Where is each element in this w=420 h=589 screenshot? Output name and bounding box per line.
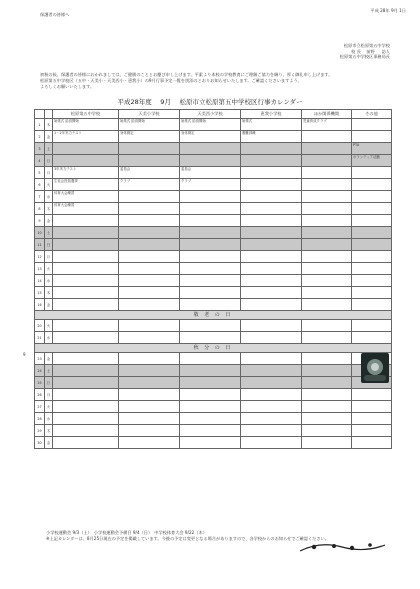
day-number: 9 [35,215,45,227]
weekday: 水 [45,332,53,344]
weekday: 月 [45,167,53,179]
day-number: 16 [35,299,45,311]
event-cell [119,437,180,449]
column-header: 天美小学校 [119,110,180,119]
table-row [35,377,392,389]
event-cell [352,215,392,227]
table-row [35,365,392,377]
event-cell [53,251,119,263]
event-cell [302,299,352,311]
event-cell [302,251,352,263]
table-row [35,263,392,275]
table-row [35,299,392,311]
day-number: 4 [35,155,45,167]
greeting: 保護者の皆様へ [40,12,70,17]
table-row [35,332,392,344]
day-number: 21 [35,332,45,344]
table-row [35,425,392,437]
event-cell [241,320,302,332]
day-number: 11 [35,239,45,251]
event-cell [302,377,352,389]
weekday: 金 [45,215,53,227]
event-cell [180,263,241,275]
day-number: 23 [35,353,45,365]
event-cell [119,275,180,287]
column-header: ほか関係機関 [302,110,352,119]
event-cell [352,263,392,275]
event-cell [241,287,302,299]
letter-body [40,72,380,90]
table-row [35,191,392,203]
event-cell [119,401,180,413]
event-cell [119,239,180,251]
weekday: 火 [45,179,53,191]
table-row [35,167,392,179]
event-cell [119,299,180,311]
event-cell [241,263,302,275]
event-cell [302,287,352,299]
weekday: 金 [45,131,53,143]
table-row [35,143,392,155]
event-cell [302,425,352,437]
event-cell [241,365,302,377]
event-cell [302,167,352,179]
event-cell: PTA [352,143,392,155]
event-cell [119,320,180,332]
event-cell: 避難訓練 [241,131,302,143]
table-row [35,131,392,143]
weekday: 木 [45,287,53,299]
event-cell [302,131,352,143]
event-cell [53,299,119,311]
event-cell [352,437,392,449]
event-cell [241,275,302,287]
table-row [35,353,392,365]
day-number: 13 [35,263,45,275]
event-cell [241,215,302,227]
weekday: 火 [45,263,53,275]
event-cell [180,437,241,449]
event-cell [302,215,352,227]
weekday: 土 [45,143,53,155]
table-row [35,227,392,239]
event-cell [241,143,302,155]
table-row [35,215,392,227]
event-cell: 身体測定 [180,131,241,143]
event-cell [180,251,241,263]
day-number: 7 [35,191,45,203]
event-cell [53,353,119,365]
event-cell [119,155,180,167]
table-row [35,287,392,299]
event-cell [53,227,119,239]
event-cell [302,413,352,425]
event-cell [180,389,241,401]
event-cell [302,437,352,449]
event-cell [352,275,392,287]
day-number: 12 [35,251,45,263]
event-cell [352,203,392,215]
table-row [35,413,392,425]
event-cell [119,365,180,377]
event-cell [119,425,180,437]
event-cell [352,287,392,299]
weekday: 日 [45,155,53,167]
event-cell [180,299,241,311]
event-cell [53,365,119,377]
event-cell [53,287,119,299]
day-number: 29 [35,425,45,437]
event-cell [53,263,119,275]
event-cell: 委員会 [180,167,241,179]
event-cell [180,215,241,227]
event-cell [241,377,302,389]
weekday: 木 [45,203,53,215]
event-cell [302,275,352,287]
holiday-label: 秋 分 の 日 [35,344,392,353]
event-cell [352,332,392,344]
weekday: 日 [45,377,53,389]
event-cell: 体育大会練習 [53,191,119,203]
event-cell [352,299,392,311]
event-cell [119,389,180,401]
weekday: 土 [45,365,53,377]
event-cell [180,203,241,215]
day-number: 26 [35,389,45,401]
table-row [35,179,392,191]
footer-line: 小学校運動会 9/3（土） 小学校運動会予備日 9/4（日） 中学校体育大会 9/22（木） [46,530,207,535]
day-number: 28 [35,413,45,425]
event-cell: 始業式 給食開始 [180,119,241,131]
day-number: 15 [35,287,45,299]
body-line: よろしくお願いいたします。 [40,84,95,89]
event-cell [119,413,180,425]
event-cell: 児童育成クラブ [302,119,352,131]
day-number: 8 [35,203,45,215]
event-cell [180,227,241,239]
event-cell: 委員会 [119,167,180,179]
event-cell [119,332,180,344]
event-cell [241,239,302,251]
event-cell [180,155,241,167]
event-cell [302,263,352,275]
event-cell [241,332,302,344]
column-header [35,110,45,119]
weekday: 水 [45,191,53,203]
event-cell [180,413,241,425]
table-row [35,119,392,131]
event-cell [352,179,392,191]
event-cell [53,437,119,449]
weekday: 土 [45,227,53,239]
weekday: 火 [45,401,53,413]
event-cell [53,413,119,425]
event-cell [302,401,352,413]
event-cell [119,287,180,299]
weekday: 月 [45,251,53,263]
event-cell [241,251,302,263]
event-cell [302,191,352,203]
event-cell [180,320,241,332]
body-line: 初秋の候、保護者の皆様におかれましては、ご健勝のこととお慶び申し上げます。平素より本校の学校教育にご理解ご協力を賜り、厚く御礼申し上げます。 [40,72,333,77]
event-cell [53,425,119,437]
event-cell [180,275,241,287]
event-cell: 始業式 給食開始 [53,119,119,131]
document-date: 平成 28年 9月 1日 [370,8,406,13]
table-header-row [35,110,392,119]
event-cell [302,179,352,191]
event-photo-image [361,353,389,383]
event-cell [180,353,241,365]
event-cell [119,227,180,239]
weekday: 火 [45,320,53,332]
calendar-title: 平成28年度 9月 松原市立松原第五中学校区行事カレンダー [117,98,303,106]
holiday-band-row [35,344,392,353]
event-cell [241,179,302,191]
event-cell [53,215,119,227]
event-cell [302,365,352,377]
table-row [35,155,392,167]
weekday: 金 [45,299,53,311]
event-cell [241,155,302,167]
event-cell: 始業式 [241,119,302,131]
event-cell: クラブ [180,179,241,191]
table-row [35,275,392,287]
event-cell [53,401,119,413]
organization-block [340,43,390,60]
table-row [35,320,392,332]
event-cell [302,320,352,332]
table-row [35,437,392,449]
event-cell [119,203,180,215]
event-cell [352,320,392,332]
day-number: 25 [35,377,45,389]
event-cell [180,143,241,155]
weekday: 日 [45,239,53,251]
weekday: 木 [45,425,53,437]
event-cell [180,365,241,377]
event-cell [119,377,180,389]
day-number: 2 [35,131,45,143]
event-cell [53,155,119,167]
event-calendar-table [34,109,392,449]
weekday: 木 [45,119,53,131]
day-number: 1 [35,119,45,131]
column-header: その他 [352,110,392,119]
day-number: 10 [35,227,45,239]
event-cell [119,251,180,263]
weekday: 金 [45,437,53,449]
event-cell [352,401,392,413]
event-cell: クラブ [119,179,180,191]
event-cell: 生徒会役員選挙 [53,179,119,191]
event-cell [180,332,241,344]
side-mark: 9 [23,352,26,357]
event-cell [241,227,302,239]
day-number: 14 [35,275,45,287]
table-row [35,401,392,413]
leaf-decoration-icon [300,541,385,553]
event-cell [352,239,392,251]
weekday: 月 [45,389,53,401]
event-cell: 3年実力テスト [53,167,119,179]
weekday: 金 [45,353,53,365]
holiday-label: 敬 老 の 日 [35,311,392,320]
event-cell [241,425,302,437]
day-number: 20 [35,320,45,332]
event-cell [119,191,180,203]
event-cell [352,191,392,203]
weekday: 水 [45,275,53,287]
event-cell [241,401,302,413]
event-cell [180,425,241,437]
event-cell [180,191,241,203]
event-cell [180,377,241,389]
event-cell [53,389,119,401]
event-cell [119,353,180,365]
event-cell [241,437,302,449]
event-cell [119,263,180,275]
event-cell [352,389,392,401]
table-row [35,203,392,215]
weekday: 水 [45,413,53,425]
event-cell [53,143,119,155]
org-line: 松原市立松原第五中学校 [343,43,390,48]
event-cell [352,251,392,263]
event-cell [302,239,352,251]
day-number: 5 [35,167,45,179]
event-cell [53,332,119,344]
event-cell [302,332,352,344]
table-row [35,389,392,401]
event-cell [241,167,302,179]
event-cell [352,413,392,425]
column-header: 松原第五中学校 [53,110,119,119]
event-cell [302,143,352,155]
event-cell [53,275,119,287]
org-line: 校 長 前野 訪人 [351,48,390,54]
event-cell [302,389,352,401]
event-cell [180,239,241,251]
event-cell [180,401,241,413]
event-cell [352,167,392,179]
day-number: 24 [35,365,45,377]
event-cell [119,215,180,227]
org-line: 松原第五中学校区事務局長 [339,54,390,59]
event-cell [352,119,392,131]
event-cell [53,320,119,332]
event-cell [241,353,302,365]
event-cell: 1・2年実力テスト [53,131,119,143]
body-line: 松原第五中学校区（五中・天美小・天美西小・恵我小）の9月行事予定一覧を別添のとおりお知らせいたします。ご確認くださいますよう、 [40,78,302,83]
day-number: 30 [35,437,45,449]
event-cell [53,239,119,251]
event-cell [352,227,392,239]
table-row [35,239,392,251]
holiday-band-row [35,311,392,320]
event-cell [302,227,352,239]
day-number: 6 [35,179,45,191]
event-cell [241,413,302,425]
event-cell [352,425,392,437]
day-number: 3 [35,143,45,155]
event-cell [352,131,392,143]
event-cell [53,377,119,389]
event-cell [180,287,241,299]
event-cell [241,191,302,203]
event-cell [302,353,352,365]
event-cell [302,203,352,215]
event-cell [241,203,302,215]
table-row [35,251,392,263]
event-cell: 始業式 給食開始 [119,119,180,131]
event-cell [241,389,302,401]
event-cell [302,155,352,167]
event-cell [241,299,302,311]
column-header: 天美西小学校 [180,110,241,119]
column-header [45,110,53,119]
footer-line: ※上記カレンダーは、8月25日現在の予定を掲載しています。今後の予定は変更となる場合がありますので、各学校からのお知らせでご確認ください。 [46,536,329,541]
event-cell [119,143,180,155]
event-cell: 身体測定 [119,131,180,143]
column-header: 恵我小学校 [241,110,302,119]
event-cell: 体育大会練習 [53,203,119,215]
event-cell: ボランティア活動 [352,155,392,167]
day-number: 27 [35,401,45,413]
